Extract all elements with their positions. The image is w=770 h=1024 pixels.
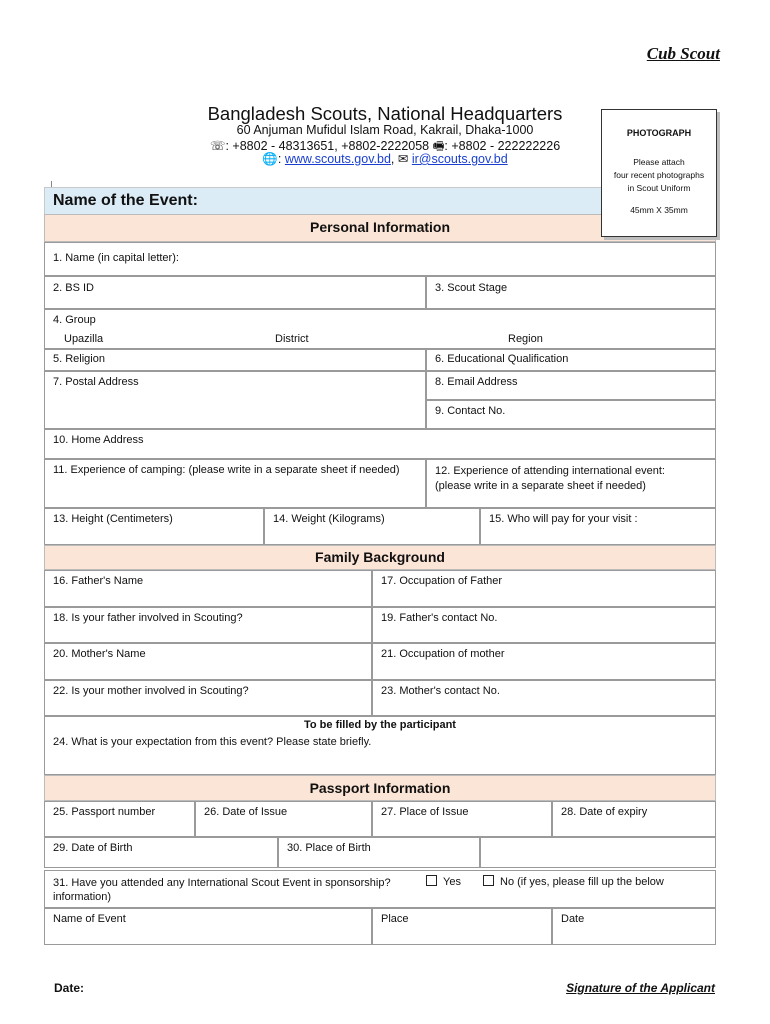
sponsored-event-name-field[interactable]: Name of Event (44, 908, 372, 945)
sponsored-event-date-field[interactable]: Date (552, 908, 716, 945)
expectation-field[interactable]: 24. What is your expectation from this event? Please state briefly. (44, 716, 716, 775)
photograph-title: PHOTOGRAPH (626, 128, 692, 138)
section-passport-information: Passport Information (44, 775, 716, 801)
event-name-field[interactable] (44, 187, 676, 216)
intl-event-label-1: 12. Experience of attending international event: (435, 465, 665, 477)
photograph-size: 45mm X 35mm (630, 205, 688, 215)
issue-date-field[interactable]: 26. Date of Issue (195, 801, 372, 837)
group-field[interactable] (44, 309, 716, 349)
sponsorship-question: 31. Have you attended any International Scout Event in sponsorship? (53, 877, 391, 889)
contact-no-field[interactable]: 9. Contact No. (426, 400, 716, 429)
section-personal-information: Personal Information (44, 214, 716, 242)
region-label: Region (508, 333, 543, 345)
camping-experience-field[interactable]: 11. Experience of camping: (please write in a separate sheet if needed) (44, 459, 426, 508)
mother-contact-field[interactable]: 23. Mother's contact No. (372, 680, 716, 716)
photograph-instruction-1: Please attach (633, 157, 685, 167)
fax-icon: 🖷 (432, 139, 445, 153)
phone-icon: ☏ (209, 139, 226, 153)
bs-id-field[interactable]: 2. BS ID (44, 276, 426, 309)
birth-place-field[interactable]: 30. Place of Birth (278, 837, 480, 868)
yes-checkbox[interactable] (426, 875, 437, 886)
postal-address-field[interactable]: 7. Postal Address (44, 371, 426, 429)
intl-event-label-2: (please write in a separate sheet if needed) (435, 480, 646, 492)
photograph-instruction-2: four recent photographs (613, 170, 705, 180)
no-option[interactable] (483, 875, 664, 888)
event-name-label: Name of the Event: (53, 192, 198, 209)
father-name-field[interactable]: 16. Father's Name (44, 570, 372, 607)
intl-event-experience-field[interactable] (426, 459, 716, 508)
date-label: Date: (54, 981, 85, 995)
photograph-box (601, 109, 717, 237)
home-address-field[interactable]: 10. Home Address (44, 429, 716, 459)
weight-field[interactable]: 14. Weight (Kilograms) (264, 508, 480, 545)
expiry-date-field[interactable]: 28. Date of expiry (552, 801, 716, 837)
phone-numbers: : +8802 - 48313651, +8802-2222058 (225, 139, 430, 153)
website-link[interactable]: www.scouts.gov.bd (284, 152, 391, 166)
web-prefix: : (277, 152, 285, 166)
participant-note-title: To be filled by the participant (304, 719, 456, 731)
separator: , (390, 152, 398, 166)
no-checkbox[interactable] (483, 875, 494, 886)
religion-field[interactable]: 5. Religion (44, 349, 426, 371)
birth-date-field[interactable]: 29. Date of Birth (44, 837, 278, 868)
scout-stage-field[interactable]: 3. Scout Stage (426, 276, 716, 309)
group-label: 4. Group (53, 314, 96, 326)
mother-name-field[interactable]: 20. Mother's Name (44, 643, 372, 680)
org-address: 60 Anjuman Mufidul Islam Road, Kakrail, Dhaka-1000 (236, 123, 534, 137)
mother-scouting-field[interactable]: 22. Is your mother involved in Scouting? (44, 680, 372, 716)
org-web-line (150, 151, 620, 167)
district-label: District (275, 333, 309, 345)
corner-label: Cub Scout (646, 44, 720, 63)
height-field[interactable]: 13. Height (Centimeters) (44, 508, 264, 545)
section-family-background: Family Background (44, 545, 716, 570)
birth-place-extra-cell[interactable] (480, 837, 716, 868)
upazilla-label: Upazilla (64, 333, 104, 345)
fax-number: : +8802 - 222222226 (444, 139, 561, 153)
email-link[interactable]: ir@scouts.gov.bd (411, 152, 508, 166)
yes-option[interactable] (426, 875, 461, 888)
passport-number-field[interactable]: 25. Passport number (44, 801, 195, 837)
issue-place-field[interactable]: 27. Place of Issue (372, 801, 552, 837)
org-title: Bangladesh Scouts, National Headquarters (207, 103, 563, 124)
father-contact-field[interactable]: 19. Father's contact No. (372, 607, 716, 643)
no-label: No (if yes, please fill up the below (500, 876, 664, 888)
email-icon: ✉ (397, 152, 409, 166)
sponsored-event-place-field[interactable]: Place (372, 908, 552, 945)
signature-label: Signature of the Applicant (566, 981, 715, 995)
mother-occupation-field[interactable]: 21. Occupation of mother (372, 643, 716, 680)
father-occupation-field[interactable]: 17. Occupation of Father (372, 570, 716, 607)
education-field[interactable]: 6. Educational Qualification (426, 349, 716, 371)
yes-label: Yes (443, 876, 461, 888)
email-address-field[interactable]: 8. Email Address (426, 371, 716, 400)
photograph-instruction-3: in Scout Uniform (627, 183, 691, 193)
globe-icon: 🌐 (262, 152, 278, 166)
sponsorship-question-cont: information) (53, 891, 112, 903)
name-field[interactable]: 1. Name (in capital letter): (44, 242, 716, 276)
visit-payer-field[interactable]: 15. Who will pay for your visit : (480, 508, 716, 545)
father-scouting-field[interactable]: 18. Is your father involved in Scouting? (44, 607, 372, 643)
